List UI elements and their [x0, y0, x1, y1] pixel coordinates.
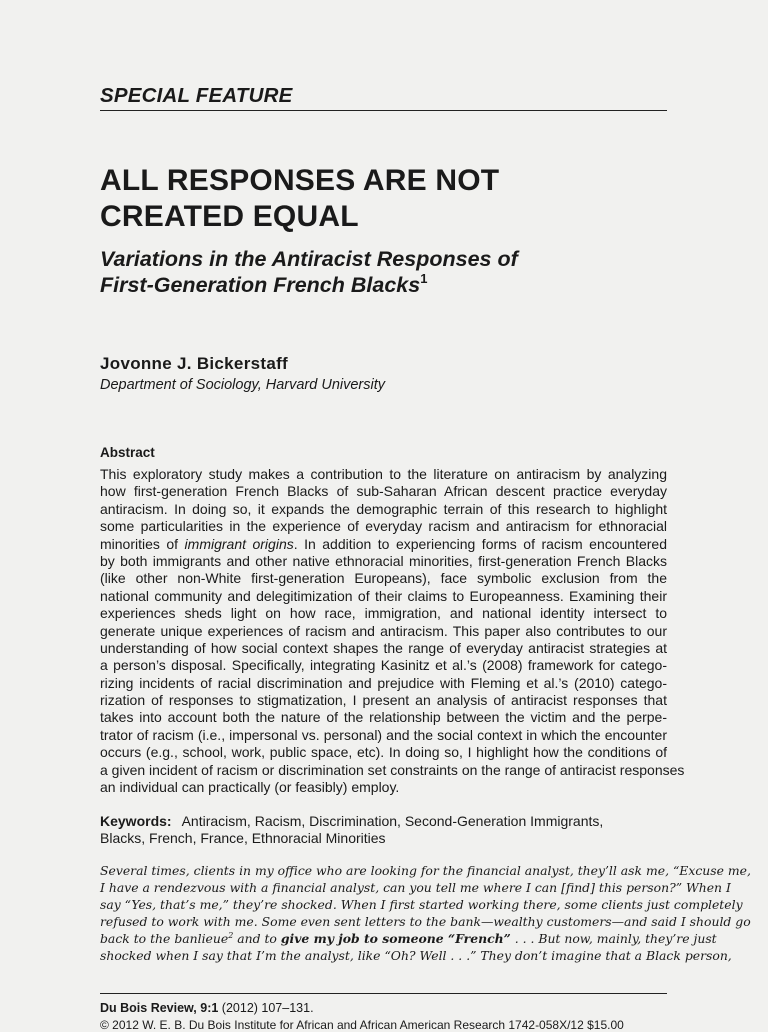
copyright-line: © 2012 W. E. B. Du Bois Institute for African and African American Research 1742-058X/12 $15.00 [100, 1018, 624, 1032]
epigraph-quote [100, 862, 751, 965]
abstract-line: antiracism. In doing so, it expands the demographic terrain of this research to highlight [100, 500, 667, 517]
quote-line [100, 930, 717, 947]
abstract-line [100, 536, 667, 553]
quote-line: say “Yes, that’s me,” they’re shocked. When I first started working there, some clients just completely [100, 897, 743, 913]
keywords-line [100, 813, 667, 830]
header-rule [100, 110, 667, 111]
abstract-line: occurs (e.g., school, work, public space, etc). In doing so, I highlight how the conditions of [100, 744, 667, 761]
subtitle-line [100, 272, 518, 298]
abstract-heading: Abstract [100, 445, 155, 460]
quote-bold-text: give my job to someone “French” [280, 931, 511, 947]
abstract-line: takes into account both the nature of the relationship between the victim and the perpe- [100, 709, 667, 726]
abstract-italic-text: immigrant origins [184, 535, 294, 552]
footnote-marker[interactable]: 1 [420, 271, 428, 286]
abstract-line: a given incident of racism or discrimination set constraints on the range of antiracist responses [100, 761, 685, 778]
section-label: SPECIAL FEATURE [100, 84, 293, 107]
quote-text: and to [233, 931, 281, 947]
abstract-line: trator of racism (i.e., impersonal vs. personal) and the social context in which the encounter [100, 726, 667, 743]
footer-rule [100, 993, 667, 994]
abstract-line: understanding of how social context shapes the range of everyday antiracist strategies at [100, 639, 667, 656]
abstract-text: minorities of [100, 535, 185, 552]
quote-line: Several times, clients in my office who are looking for the financial analyst, they’ll ask me, “Excuse me, [100, 863, 751, 878]
abstract-line: some particularities in the experience of everyday racism and antiracism for ethnoracial [100, 518, 667, 535]
abstract-text: . In addition to experiencing forms of racism encountered [293, 535, 667, 552]
subtitle-text: First-Generation French Blacks [100, 273, 421, 297]
abstract-line: generate unique experiences of racism and antiracism. This paper also contributes to our [100, 622, 667, 639]
abstract-line: by both immigrants and other native ethnoracial minorities, first-generation French Blacks [100, 552, 667, 569]
keywords-line: Blacks, French, France, Ethnoracial Minorities [100, 830, 386, 847]
quote-line: refused to work with me. Some even sent letters to the bank—wealthy customers—and said I should go [100, 914, 751, 930]
subtitle-line: Variations in the Antiracist Responses of [100, 247, 518, 271]
title-line: ALL RESPONSES ARE NOT [100, 164, 500, 197]
abstract-body [100, 466, 685, 796]
abstract-line: This exploratory study makes a contribution to the literature on antiracism by analyzing [100, 466, 667, 482]
footnote-marker[interactable]: 2 [228, 931, 234, 941]
abstract-line: rizing incidents of racial discrimination and prejudice with Fleming et al.’s (2010) catego- [100, 674, 667, 691]
title-line: CREATED EQUAL [100, 200, 359, 233]
abstract-line: national community and delegitimization of their claims to Europeanness. Examining their [100, 587, 667, 604]
journal-citation [100, 1001, 314, 1015]
author-name: Jovonne J. Bickerstaff [100, 354, 288, 373]
article-title [100, 163, 499, 235]
abstract-line: (like other non-White first-generation Europeans), face symbolic exclusion from the [100, 570, 667, 587]
keywords-list: Antiracism, Racism, Discrimination, Second-Generation Immigrants, [181, 813, 604, 829]
journal-pages: (2012) 107–131. [218, 1001, 314, 1015]
abstract-line: a person’s disposal. Specifically, integrating Kasinitz et al.’s (2008) framework for catego- [100, 657, 667, 674]
journal-name: Du Bois Review, 9:1 [100, 1001, 219, 1015]
quote-line: shocked when I say that I’m the analyst, like “Oh? Well . . .” They don’t imagine that a Black person, [100, 948, 732, 964]
quote-text: back to the banlieue [100, 931, 229, 947]
abstract-line: an individual can practically (or feasibly) employ. [100, 779, 400, 796]
abstract-line: how first-generation French Blacks of sub-Saharan African descent practice everyday [100, 483, 667, 500]
article-subtitle [100, 246, 518, 298]
abstract-line: rization of responses to stigmatization, I present an analysis of antiracist responses that [100, 692, 667, 709]
keywords-label: Keywords: [100, 813, 172, 829]
abstract-line: experiences sheds light on how race, immigration, and national identity intersect to [100, 605, 667, 622]
quote-line: I have a rendezvous with a financial analyst, can you tell me where I can [find] this person?” When I [100, 880, 731, 896]
author-affiliation: Department of Sociology, Harvard University [100, 377, 386, 393]
quote-text: . . . But now, mainly, they’re just [510, 931, 717, 947]
keywords [100, 813, 667, 848]
